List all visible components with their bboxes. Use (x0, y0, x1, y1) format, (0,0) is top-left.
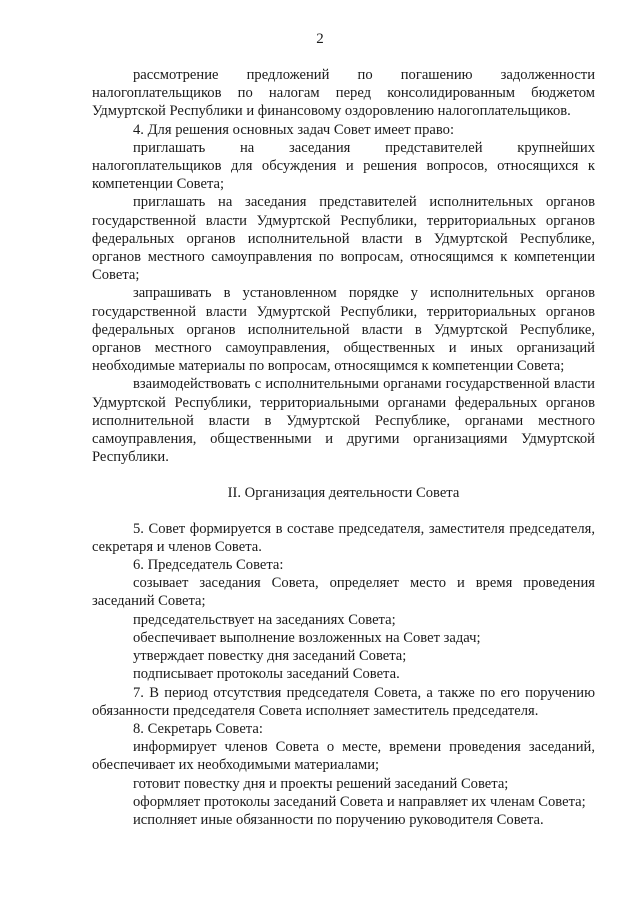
paragraph-draws-up-protocols: оформляет протоколы заседаний Совета и направляет их членам Совета; (133, 793, 586, 810)
paragraph-presides: председательствует на заседаниях Совета; (133, 611, 396, 628)
paragraph-deputy-duties: 7. В период отсутствия председателя Совета, а также по его поручению обязанности председателя Совета исполняет заместитель председателя. (92, 684, 595, 719)
page-number: 2 (316, 31, 324, 47)
paragraph-council-rights: 4. Для решения основных задач Совет имеет право: (133, 121, 454, 138)
paragraph-prepares-agenda: готовит повестку дня и проекты решений заседаний Совета; (133, 775, 509, 792)
document-body (92, 66, 595, 829)
paragraph-informs-members: информирует членов Совета о месте, времени проведения заседаний, обеспечивает их необходимыми материалами; (92, 739, 595, 774)
paragraph-request-materials: запрашивать в установленном порядке у исполнительных органов государственной власти Удмуртской Республики, территориальных органов федеральных органов исполнительной власти в Удмуртской Республике, органов местного самоуправления, общественных и иных организаций необходимые материалы по вопросам, относящимся к компетенции Совета; (92, 285, 595, 375)
paragraph-convenes-meetings: созывает заседания Совета, определяет место и время проведения заседаний Совета; (92, 575, 595, 610)
paragraph-debt-repayment: рассмотрение предложений по погашению задолженности налогоплательщиков по налогам перед консолидированным бюджетом Удмуртской Республики и финансовому оздоровлению налогоплательщиков. (92, 67, 595, 120)
paragraph-interact: взаимодействовать с исполнительными органами государственной власти Удмуртской Республики, территориальными органами федеральных органов исполнительной власти в Удмуртской Республике, органами местного самоуправления, общественными и другими организациями Удмуртской Республики. (92, 376, 595, 466)
paragraph-council-composition: 5. Совет формируется в составе председателя, заместителя председателя, секретаря и членов Совета. (92, 520, 595, 555)
paragraph-secretary: 8. Секретарь Совета: (133, 720, 263, 737)
paragraph-signs-protocols: подписывает протоколы заседаний Совета. (133, 666, 400, 683)
paragraph-chairman: 6. Председатель Совета: (133, 557, 284, 574)
paragraph-approves-agenda: утверждает повестку дня заседаний Совета; (133, 648, 407, 665)
paragraph-invite-taxpayers: приглашать на заседания представителей крупнейших налогоплательщиков для обсуждения и решения вопросов, относящихся к компетенции Совета; (92, 139, 595, 193)
paragraph-ensures-tasks: обеспечивает выполнение возложенных на Совет задач; (133, 629, 481, 646)
paragraph-other-duties: исполняет иные обязанности по поручению руководителя Совета. (133, 811, 544, 828)
paragraph-invite-authorities: приглашать на заседания представителей исполнительных органов государственной власти Удмуртской Республики, территориальных органов федеральных органов исполнительной власти в Удмуртской Республике, органов местного самоуправления по вопросам, относящимся к компетенции Совета; (92, 194, 595, 284)
section-heading: II. Организация деятельности Совета (227, 485, 460, 502)
